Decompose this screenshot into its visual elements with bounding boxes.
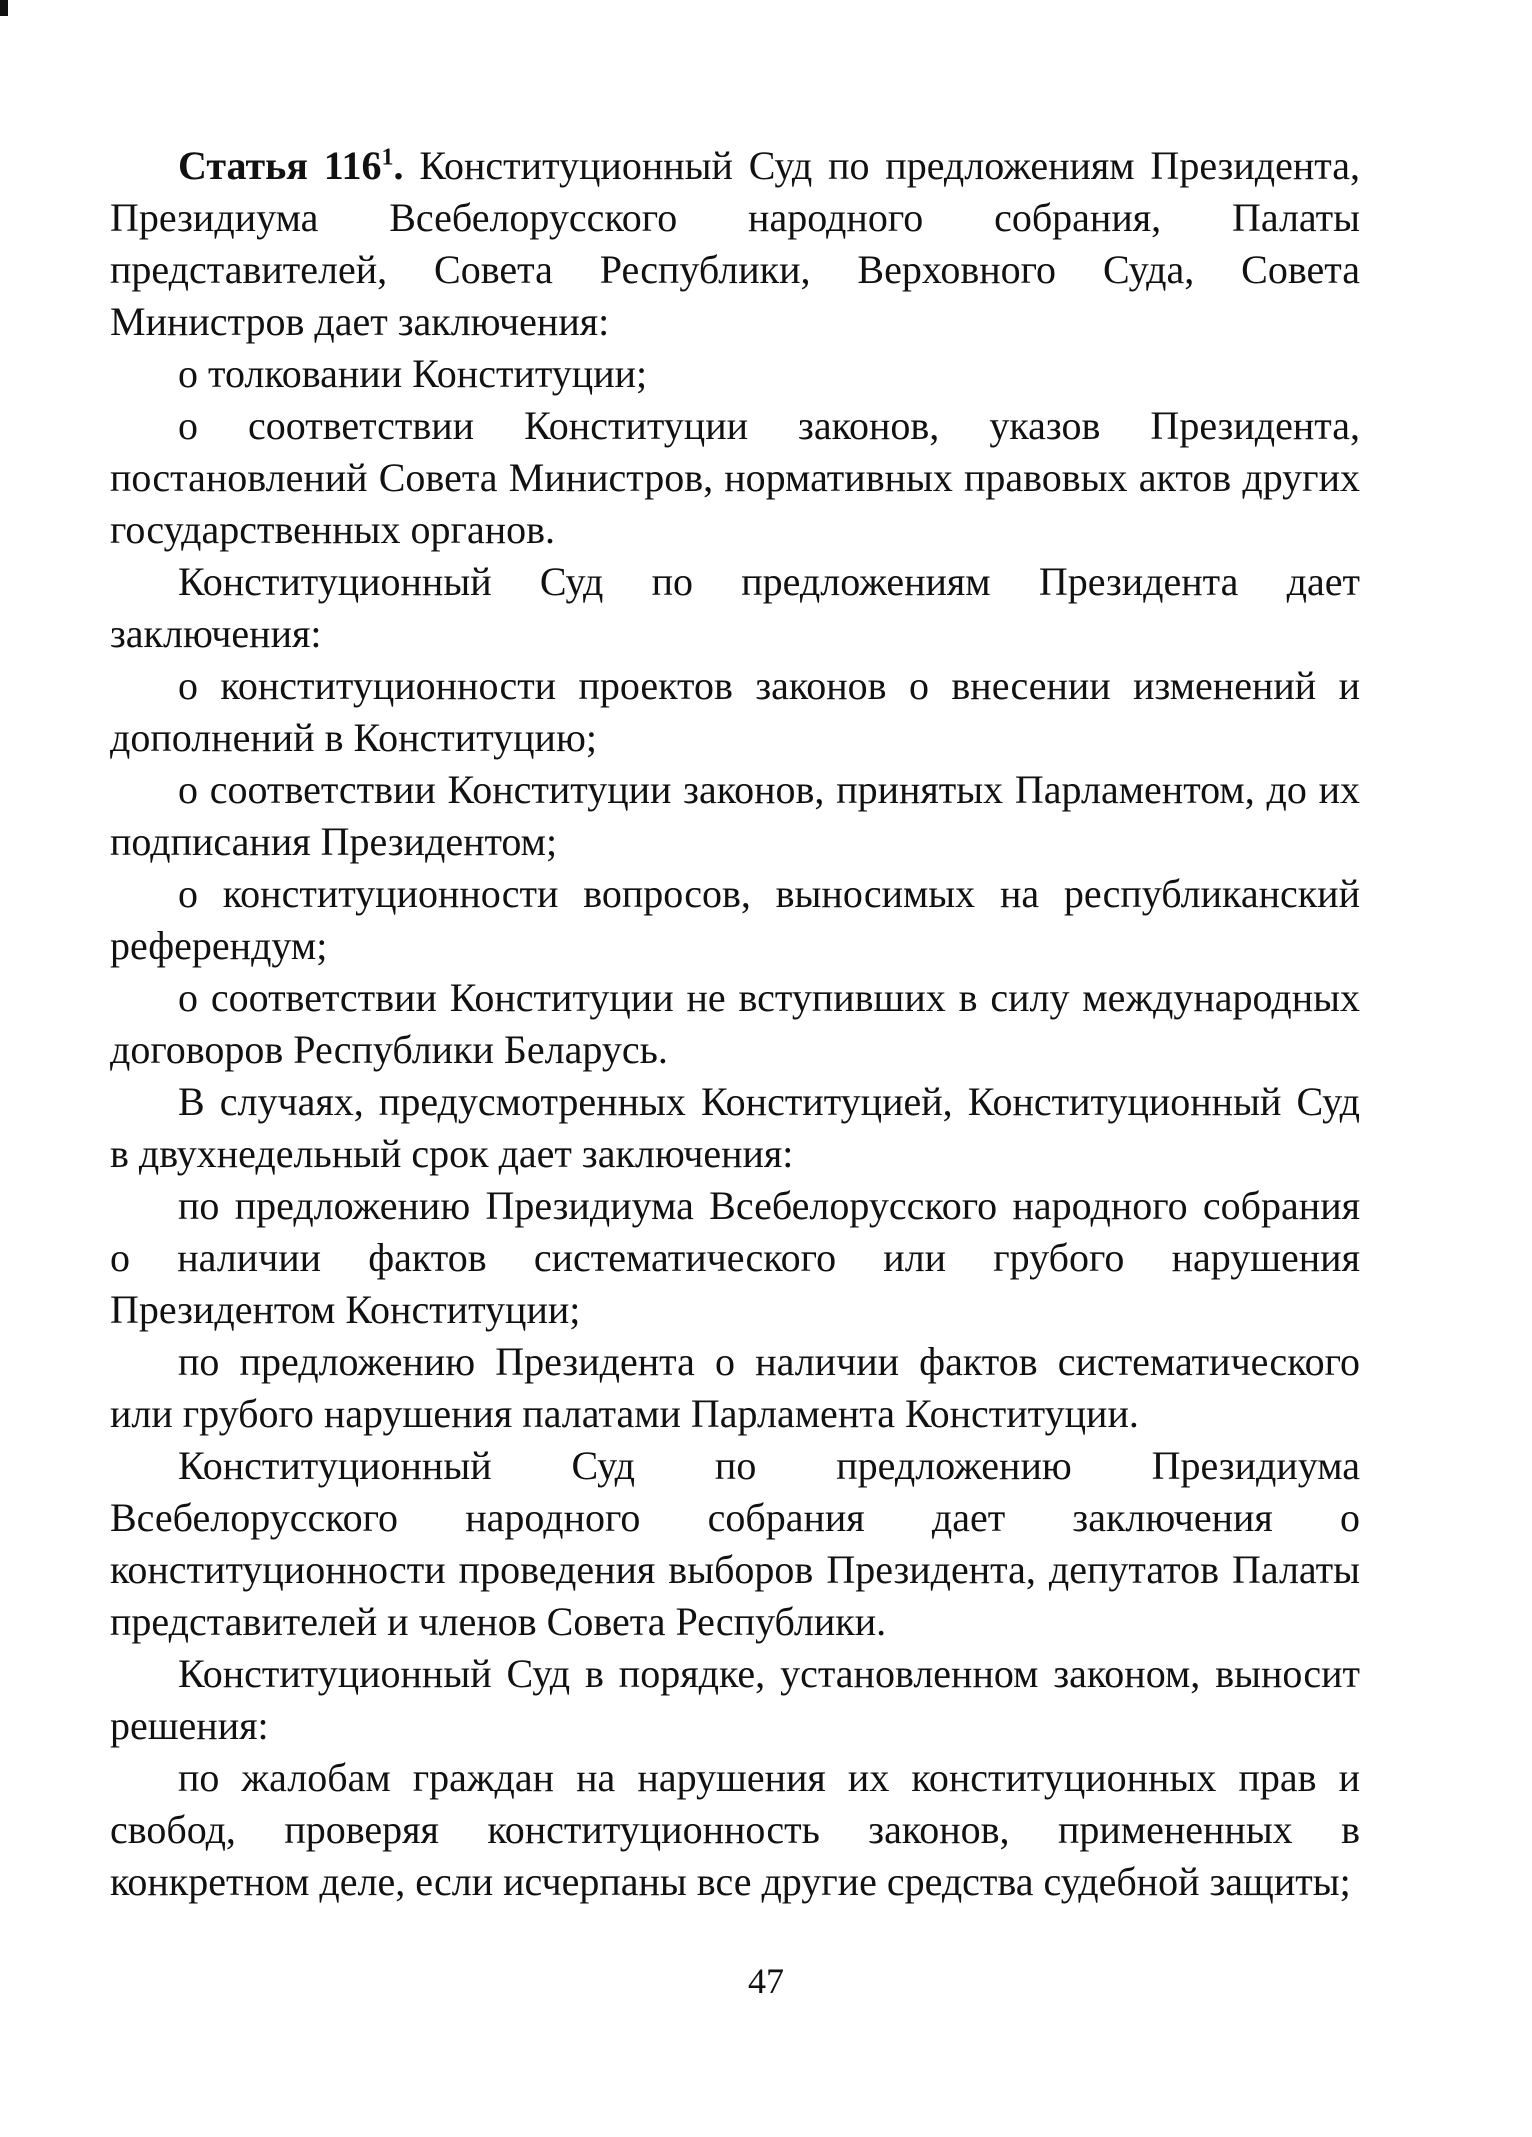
paragraph: о конституционности вопросов, выносимых на республиканский референдум; <box>110 871 1360 968</box>
article-label: Статья 116 <box>178 143 382 188</box>
paragraph: о соответствии Конституции законов, указов Президента, постановлений Совета Министров, нормативных правовых актов других государственных органов. <box>110 403 1360 552</box>
paragraph: Конституционный Суд в порядке, установленном законом, выносит решения: <box>110 1651 1360 1748</box>
paragraph: о соответствии Конституции не вступивших в силу международных договоров Республики Беларусь. <box>110 975 1360 1072</box>
paragraph: Конституционный Суд по предложениям Президента дает заключения: <box>110 559 1360 656</box>
paragraph: В случаях, предусмотренных Конституцией, Конституционный Суд в двухнедельный срок дает заключения: <box>110 1079 1360 1176</box>
article-intro-text: Конституционный Суд по предложениям Президента, Президиума Всебелорусского народного собрания, Палаты представителей, Совета Республики, Верховного Суда, Совета Министров дает заключения: <box>110 143 1360 344</box>
paragraph: по предложению Президиума Всебелорусского народного собрания о наличии фактов систематического или грубого нарушения Президентом Конституции; <box>110 1183 1360 1332</box>
page-number: 47 <box>748 1961 784 2001</box>
scan-corner-mark <box>0 0 8 16</box>
paragraph: о конституционности проектов законов о внесении изменений и дополнений в Конституцию; <box>110 663 1360 760</box>
document-body <box>110 140 1360 1908</box>
paragraph: по предложению Президента о наличии фактов систематического или грубого нарушения палатами Парламента Конституции. <box>110 1339 1360 1436</box>
paragraph: Конституционный Суд по предложению Президиума Всебелорусского народного собрания дает заключения о конституционности проведения выборов Президента, депутатов Палаты представителей и членов Совета Республики. <box>110 1443 1360 1644</box>
paragraph: по жалобам граждан на нарушения их конституционных прав и свобод, проверяя конституционность законов, примененных в конкретном деле, если исчерпаны все другие средства судебной защиты; <box>110 1755 1360 1904</box>
paragraph: о соответствии Конституции законов, принятых Парламентом, до их подписания Президентом; <box>110 767 1360 864</box>
article-label-period: . <box>393 143 404 188</box>
article-heading-paragraph <box>110 140 1360 348</box>
article-superscript: 1 <box>381 144 394 171</box>
paragraph: о толковании Конституции; <box>178 351 648 396</box>
